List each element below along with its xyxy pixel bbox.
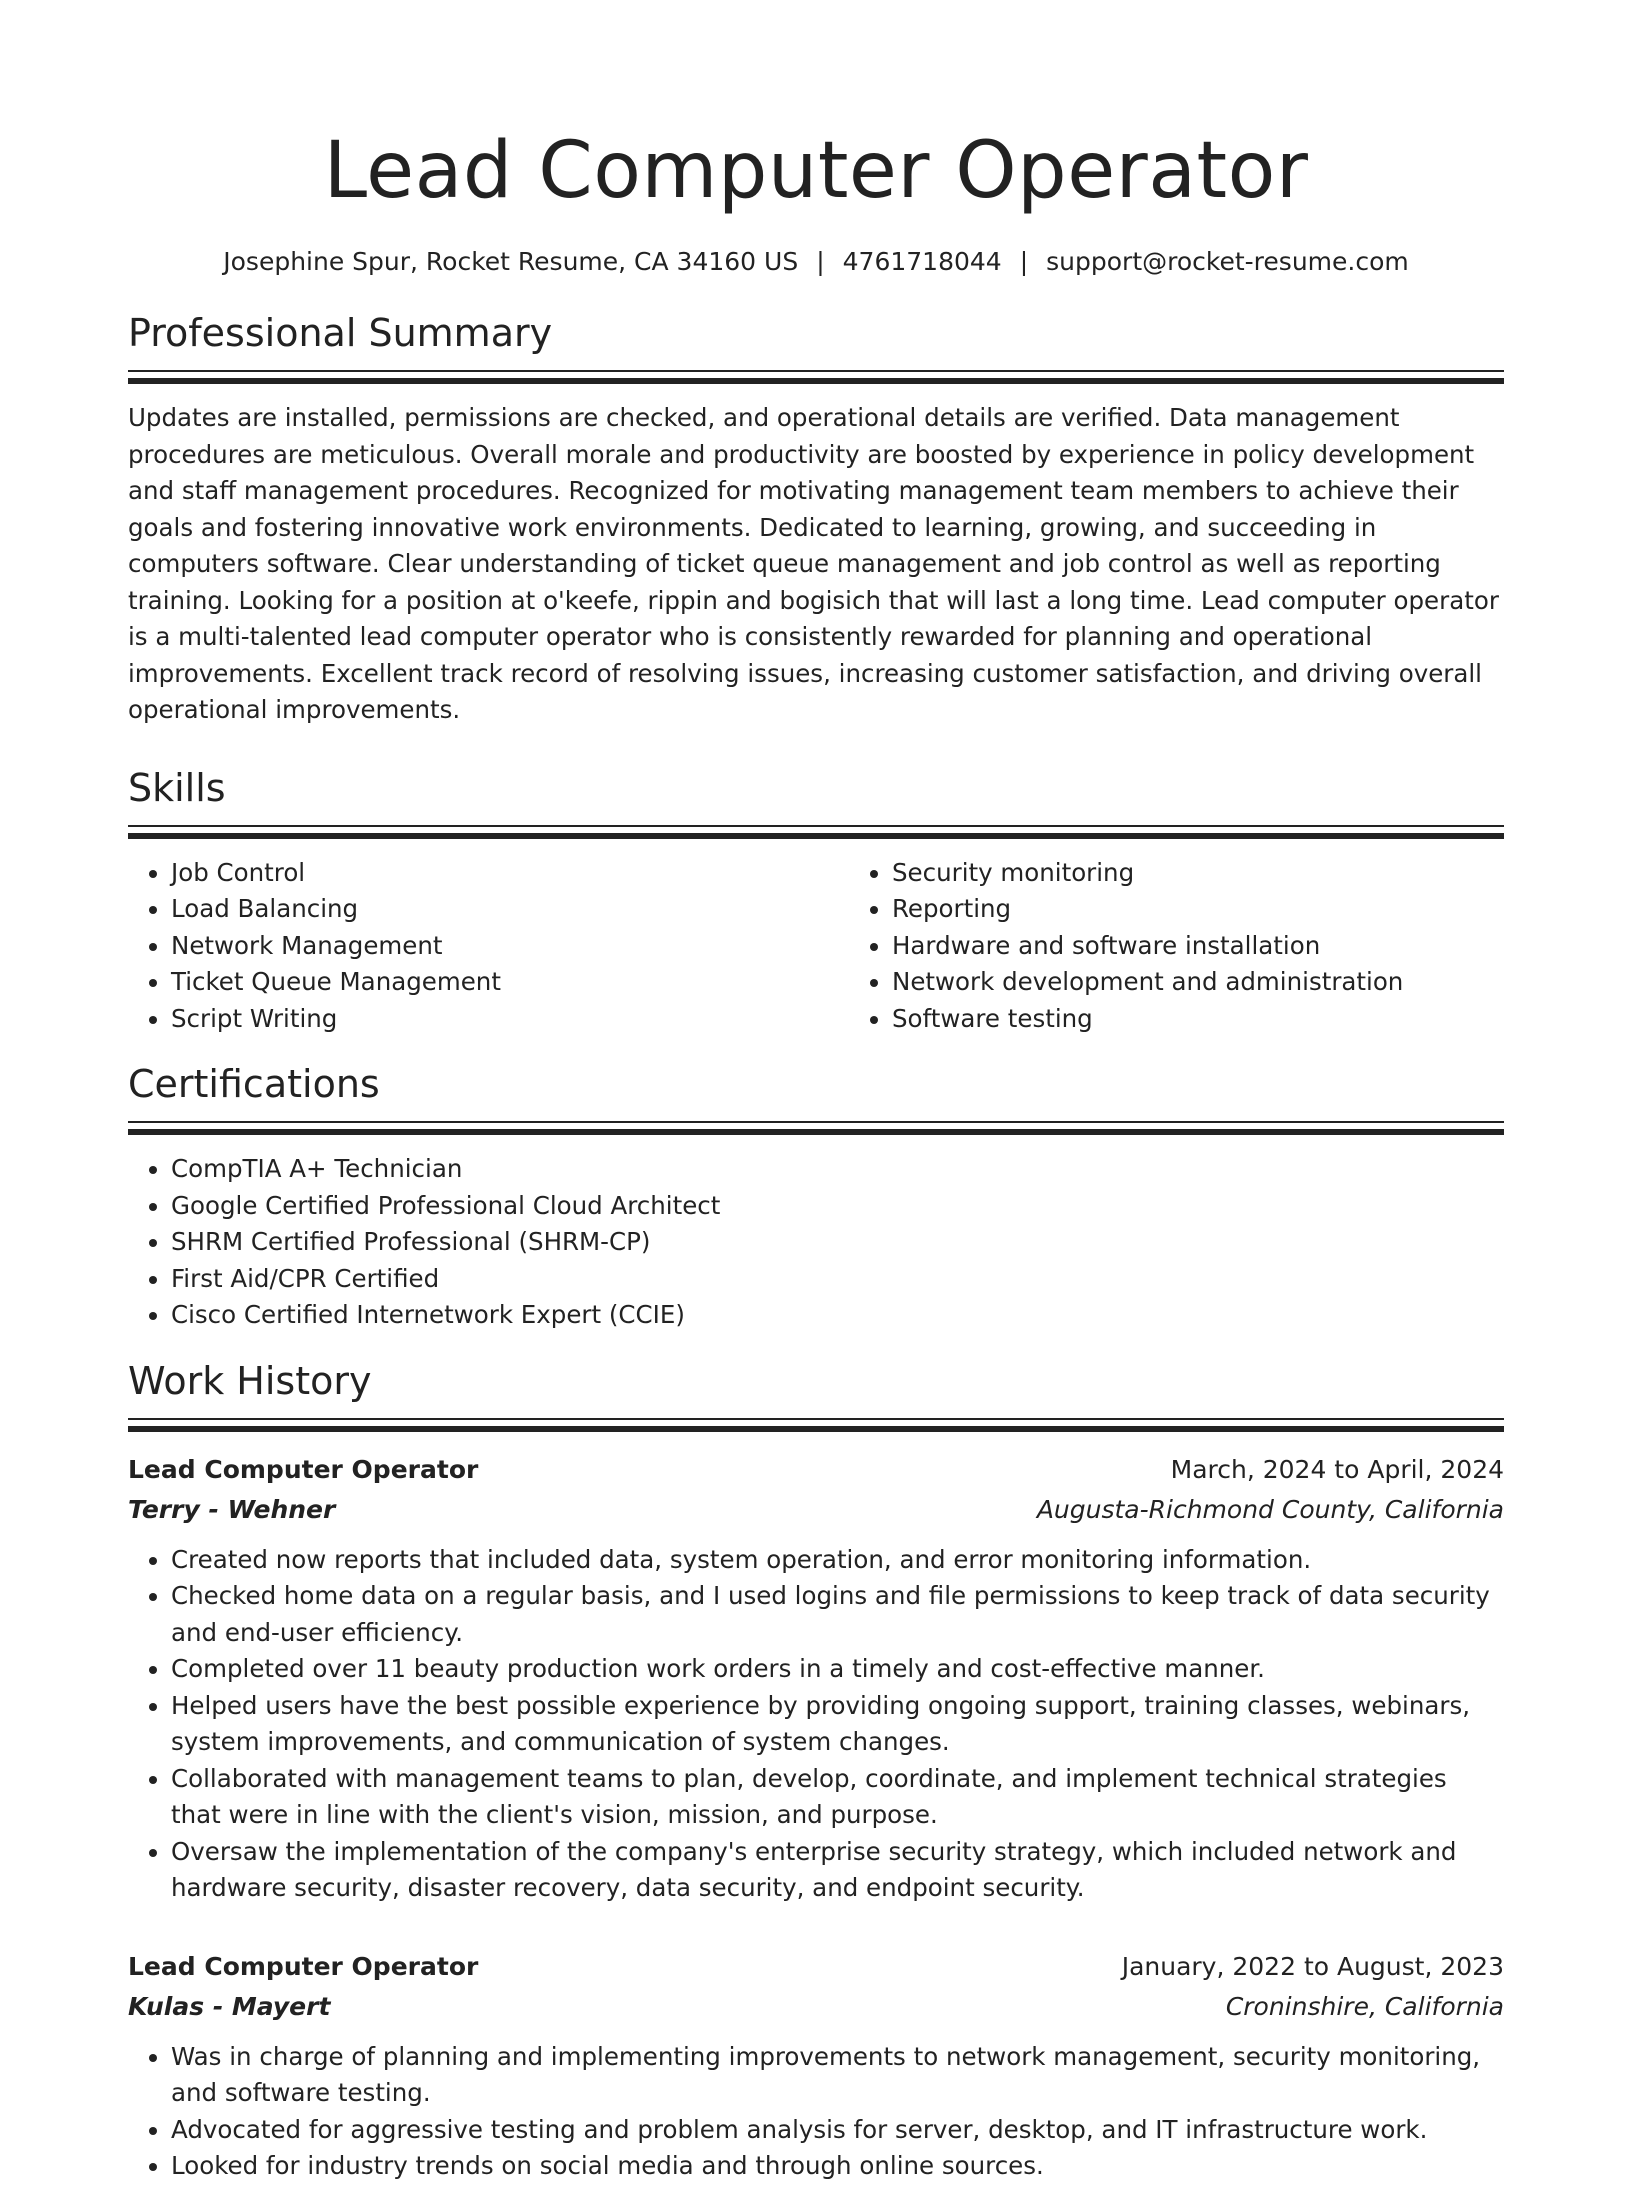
- skills-grid: [128, 855, 1504, 1038]
- job-bullet: • Oversaw the implementation of the company's enterprise security strategy, which included network and hardware security, disaster recovery, data security, and endpoint security.: [171, 1834, 1504, 1907]
- section-divider: [128, 825, 1504, 839]
- job-dates: January, 2022 to August, 2023: [1121, 1951, 1504, 1981]
- contact-separator: |: [816, 247, 825, 276]
- job-company: Terry - Wehner: [128, 1494, 336, 1524]
- certification-item: • Cisco Certified Internetwork Expert (CCIE): [171, 1297, 1504, 1334]
- certification-item: • First Aid/CPR Certified: [171, 1261, 1504, 1298]
- job-bullet: • Looked for industry trends on social media and through online sources.: [171, 2148, 1504, 2185]
- section-divider: [128, 1418, 1504, 1432]
- skills-section: [128, 763, 1504, 1038]
- job-dates: March, 2024 to April, 2024: [1170, 1454, 1504, 1484]
- skill-item: • Ticket Queue Management: [171, 964, 849, 1001]
- skills-list-left: [128, 855, 849, 1038]
- section-title-work-history: Work History: [128, 1358, 372, 1403]
- certification-item: • CompTIA A+ Technician: [171, 1151, 1504, 1188]
- skill-item: • Software testing: [892, 1001, 1570, 1038]
- job-bullet: • Checked home data on a regular basis, and I used logins and file permissions to keep track of data security and end-user efficiency.: [171, 1578, 1504, 1651]
- skill-item: • Hardware and software installation: [892, 928, 1570, 965]
- job-entry: [128, 1947, 1504, 2185]
- skill-item: • Reporting: [892, 891, 1570, 928]
- summary-section: [128, 308, 1504, 729]
- contact-email[interactable]: support@rocket-resume.com: [1046, 247, 1409, 276]
- job-entry: [128, 1450, 1504, 1907]
- job-title: Lead Computer Operator: [128, 1951, 479, 1981]
- section-title-certifications: Certifications: [128, 1062, 380, 1106]
- skill-item: • Script Writing: [171, 1001, 849, 1038]
- job-location: Augusta-Richmond County, California: [1036, 1494, 1504, 1524]
- certifications-section: [128, 1059, 1504, 1334]
- certifications-list: [128, 1151, 1504, 1334]
- section-title-summary: Professional Summary: [128, 311, 553, 355]
- summary-text: Updates are installed, permissions are checked, and operational details are verified. Data management procedures are meticulous. Overall morale and productivity are boosted by experience in policy development and staff management procedures. Recognized for motivating management team members to achieve their goals and fostering innovative work environments. Dedicated to learning, growing, and succeeding in computers software. Clear understanding of ticket queue management and job control as well as reporting training. Looking for a position at o'keefe, rippin and bogisich that will last a long time. Lead computer operator is a multi-talented lead computer operator who is consistently rewarded for planning and operational improvements. Excellent track record of resolving issues, increasing customer satisfaction, and driving overall operational improvements.: [128, 403, 1499, 724]
- job-bullet: • Created now reports that included data, system operation, and error monitoring information.: [171, 1542, 1504, 1579]
- contact-separator: |: [1019, 247, 1029, 276]
- job-bullet: • Completed over 11 beauty production work orders in a timely and cost-effective manner.: [171, 1651, 1504, 1688]
- contact-address: Josephine Spur, Rocket Resume, CA 34160 US: [223, 247, 799, 276]
- contact-phone: 4761718044: [842, 247, 1002, 276]
- job-bullet: • Advocated for aggressive testing and problem analysis for server, desktop, and IT infrastructure work.: [171, 2112, 1504, 2149]
- section-title-skills: Skills: [128, 765, 226, 810]
- job-header-row: [128, 1450, 1504, 1490]
- job-bullet: • Helped users have the best possible experience by providing ongoing support, training classes, webinars, system improvements, and communication of system changes.: [171, 1688, 1504, 1761]
- work-history-section: [128, 1356, 1504, 2185]
- job-header-row: [128, 1947, 1504, 1987]
- skill-item: • Load Balancing: [171, 891, 849, 928]
- section-divider: [128, 1121, 1504, 1135]
- certification-item: • SHRM Certified Professional (SHRM-CP): [171, 1224, 1504, 1261]
- skill-item: • Security monitoring: [892, 855, 1570, 892]
- certification-item: • Google Certified Professional Cloud Architect: [171, 1188, 1504, 1225]
- skill-item: • Job Control: [171, 855, 849, 892]
- job-bullets: [128, 1542, 1504, 1907]
- resume-title: Lead Computer Operator: [323, 126, 1309, 216]
- job-location: Croninshire, California: [1225, 1991, 1504, 2021]
- skill-item: • Network development and administration: [892, 964, 1570, 1001]
- job-company: Kulas - Mayert: [128, 1991, 331, 2021]
- skill-item: • Network Management: [171, 928, 849, 965]
- job-company-row: [128, 1490, 1504, 1530]
- contact-line: [128, 244, 1504, 280]
- job-bullet: • Collaborated with management teams to plan, develop, coordinate, and implement technical strategies that were in line with the client's vision, mission, and purpose.: [171, 1761, 1504, 1834]
- job-company-row: [128, 1987, 1504, 2027]
- section-divider: [128, 370, 1504, 384]
- skills-list-right: [849, 855, 1570, 1038]
- job-bullet: • Was in charge of planning and implementing improvements to network management, security monitoring, and software testing.: [171, 2039, 1504, 2112]
- job-title: Lead Computer Operator: [128, 1454, 479, 1484]
